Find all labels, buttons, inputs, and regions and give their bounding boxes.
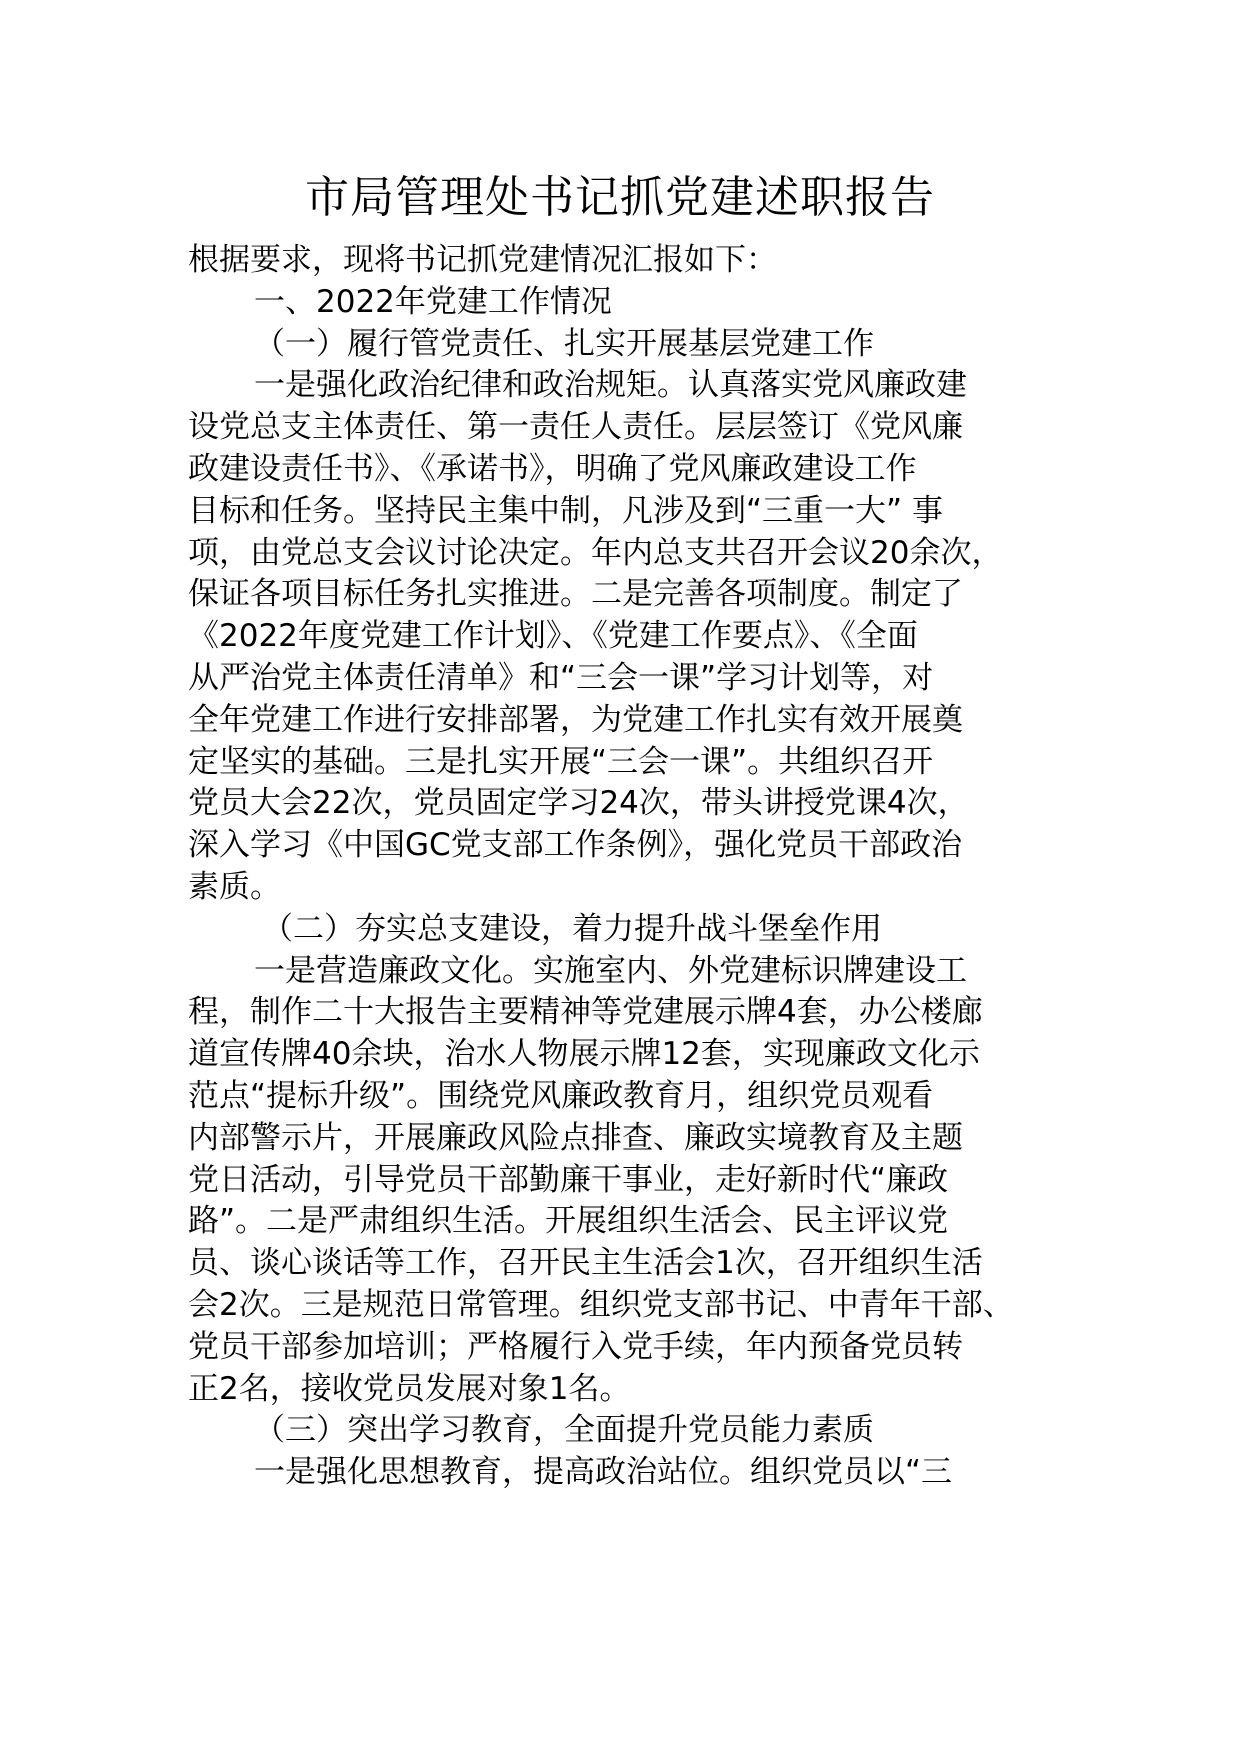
text-line: 道宣传牌40余块，治水人物展示牌12套，实现廉政文化示 (188, 1036, 980, 1073)
text-line: 党日活动，引导党员干部勤廉干事业，走好新时代“廉政 (188, 1161, 949, 1198)
text-line: 会2次。三是规范日常管理。组织党支部书记、中青年干部、 (188, 1286, 1014, 1323)
text-line: 正2名，接收党员发展对象1名。 (188, 1370, 631, 1407)
text-line: 项，由党总支会议讨论决定。年内总支共召开会议20余次， (188, 534, 1003, 571)
text-line: 保证各项目标任务扎实推进。二是完善各项制度。制定了 (188, 576, 963, 613)
text-line: （二）夯实总支建设，着力提升战斗堡垒作用 (262, 910, 882, 947)
text-line: 根据要求，现将书记抓党建情况汇报如下： (188, 242, 777, 278)
text-line: 定坚实的基础。三是扎实开展“三会一课”。共组织召开 (188, 743, 934, 780)
text-line: 程，制作二十大报告主要精神等党建展示牌4套，办公楼廊 (188, 994, 983, 1031)
document-body (188, 240, 1088, 1494)
text-line: 设党总支主体责任、第一责任人责任。层层签订《党风廉 (188, 409, 963, 446)
text-line: 内部警示片，开展廉政风险点排查、廉政实境教育及主题 (188, 1119, 963, 1156)
text-line: 一、2022年党建工作情况 (254, 283, 612, 320)
text-line: 路”。二是严肃组织生活。开展组织生活会、民主评议党 (188, 1203, 949, 1240)
text-line: 目标和任务。坚持民主集中制，凡涉及到“三重一大” 事 (188, 492, 943, 529)
text-line: 从严治党主体责任清单》和“三会一课”学习计划等，对 (188, 659, 934, 696)
text-line: 党员干部参加培训；严格履行入党手续，年内预备党员转 (188, 1328, 963, 1365)
text-line: （一）履行管党责任、扎实开展基层党建工作 (254, 325, 874, 362)
text-line: 素质。 (188, 868, 281, 905)
text-line: 全年党建工作进行安排部署，为党建工作扎实有效开展奠 (188, 701, 963, 738)
text-line: （三）突出学习教育，全面提升党员能力素质 (254, 1412, 874, 1449)
text-line: 一是强化思想教育，提高政治站位。组织党员以“三 (254, 1454, 953, 1491)
text-line: 范点“提标升级”。围绕党风廉政教育月，组织党员观看 (188, 1077, 934, 1114)
text-line: 党员大会22次，党员固定学习24次，带头讲授党课4次， (188, 785, 969, 822)
document-title: 市局管理处书记抓党建述职报告 (305, 172, 935, 223)
text-line: 《2022年度党建工作计划》、《党建工作要点》、《全面 (188, 618, 918, 655)
text-line: 一是强化政治纪律和政治规矩。认真落实党风廉政建 (254, 367, 967, 404)
text-line: 一是营造廉政文化。实施室内、外党建标识牌建设工 (254, 952, 967, 989)
text-line: 政建设责任书》、《承诺书》，明确了党风廉政建设工作 (188, 450, 917, 487)
text-line: 深入学习《中国GC党支部工作条例》，强化党员干部政治 (188, 827, 963, 864)
text-line: 员、谈心谈话等工作，召开民主生活会1次，召开组织生活 (188, 1245, 983, 1282)
